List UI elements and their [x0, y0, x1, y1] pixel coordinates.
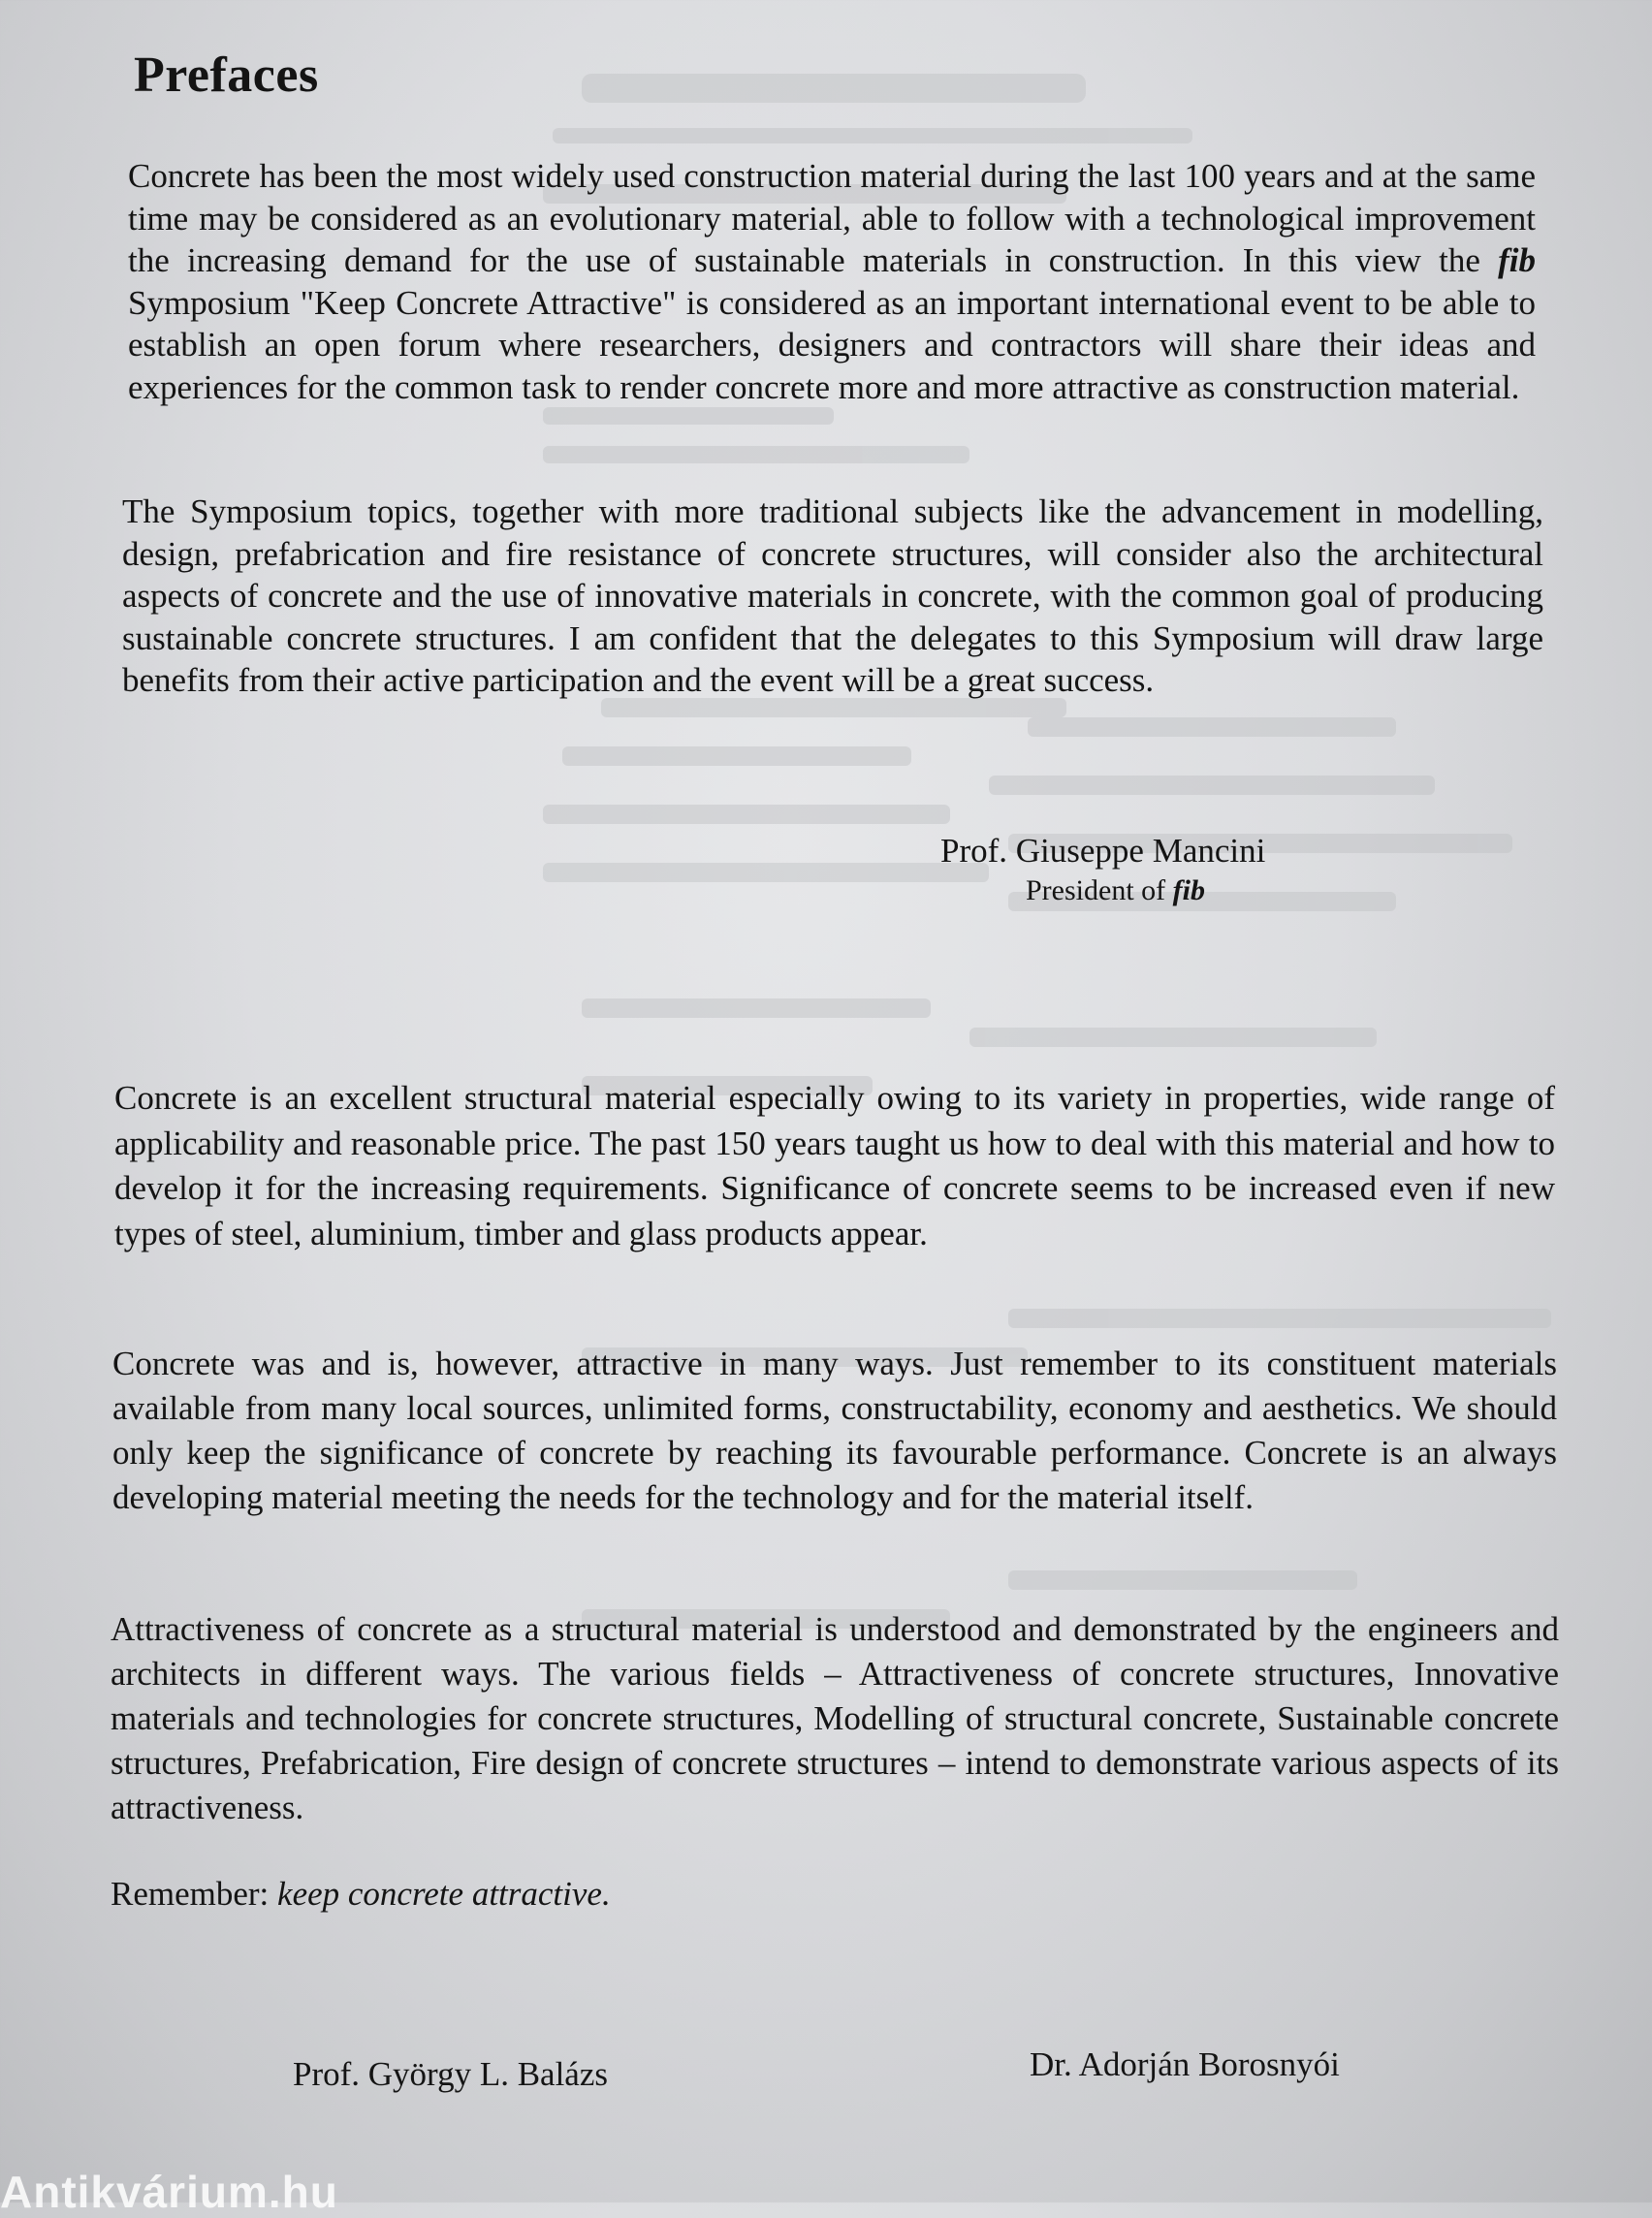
fib-name: fib	[1498, 241, 1536, 279]
preface-1-paragraph-2: The Symposium topics, together with more traditional subjects like the advancement in modelling, design, prefabrication and fire resistance of concrete structures, will consider also the architectural aspects of concrete and the use of innovative materials in concrete, with the common goal of producing sustainable concrete structures. I am confident that the delegates to this Symposium will draw large benefits from their active participation and the event will be a great success.	[122, 492, 1543, 699]
preface-2-paragraph-2: Concrete was and is, however, attractive in many ways. Just remember to its constituent materials available from many local sources, unlimited forms, constructability, economy and aesthetics. We should only keep the significance of concrete by reaching its favourable performance. Concrete is an always developing material meeting the needs for the technology and for the material itself.	[112, 1345, 1557, 1516]
remember-motto: keep concrete attractive.	[277, 1875, 611, 1913]
preface-2-paragraph-1: Concrete is an excellent structural material especially owing to its variety in properties, wide range of applicability and reasonable price. The past 150 years taught us how to deal with this material and how to develop it for the increasing requirements. Significance of concrete seems to be increased even if new types of steel, aluminium, timber and glass products appear.	[114, 1079, 1555, 1252]
remember-label: Remember:	[111, 1875, 278, 1913]
remember-line	[111, 1875, 611, 1914]
page-title: Prefaces	[134, 48, 319, 103]
preface-1-paragraph-1-part-a: Concrete has been the most widely used construction material during the last 100 years and at the same time may be considered as an evolutionary material, able to follow with a technological improvement the increasing demand for the use of sustainable materials in construction. In this view the	[128, 157, 1536, 279]
signature-borosnyoi: Dr. Adorján Borosnyói	[1030, 2045, 1340, 2083]
preface-1-paragraph-1	[128, 155, 1536, 408]
signature-mancini-name: Prof. Giuseppe Mancini	[940, 832, 1266, 870]
signature-balazs: Prof. György L. Balázs	[293, 2055, 608, 2093]
preface-2-paragraph-3: Attractiveness of concrete as a structural material is understood and demonstrated by the engineers and architects in different ways. The various fields – Attractiveness of concrete structures, Innovative materials and technologies for concrete structures, Modelling of structural concrete, Sustainable concrete structures, Prefabrication, Fire design of concrete structures – intend to demonstrate various aspects of its attractiveness.	[111, 1610, 1559, 1826]
signature-mancini-role	[1026, 874, 1205, 907]
signature-role-fib: fib	[1172, 874, 1205, 906]
signature-role-prefix: President of	[1026, 874, 1173, 906]
watermark-text: Antikvárium.hu	[0, 2167, 338, 2217]
preface-1-paragraph-1-part-b: Symposium "Keep Concrete Attractive" is considered as an important international event to be able to establish an open forum where researchers, designers and contractors will share their ideas and experiences for the common task to render concrete more and more attractive as construction material.	[128, 283, 1536, 406]
